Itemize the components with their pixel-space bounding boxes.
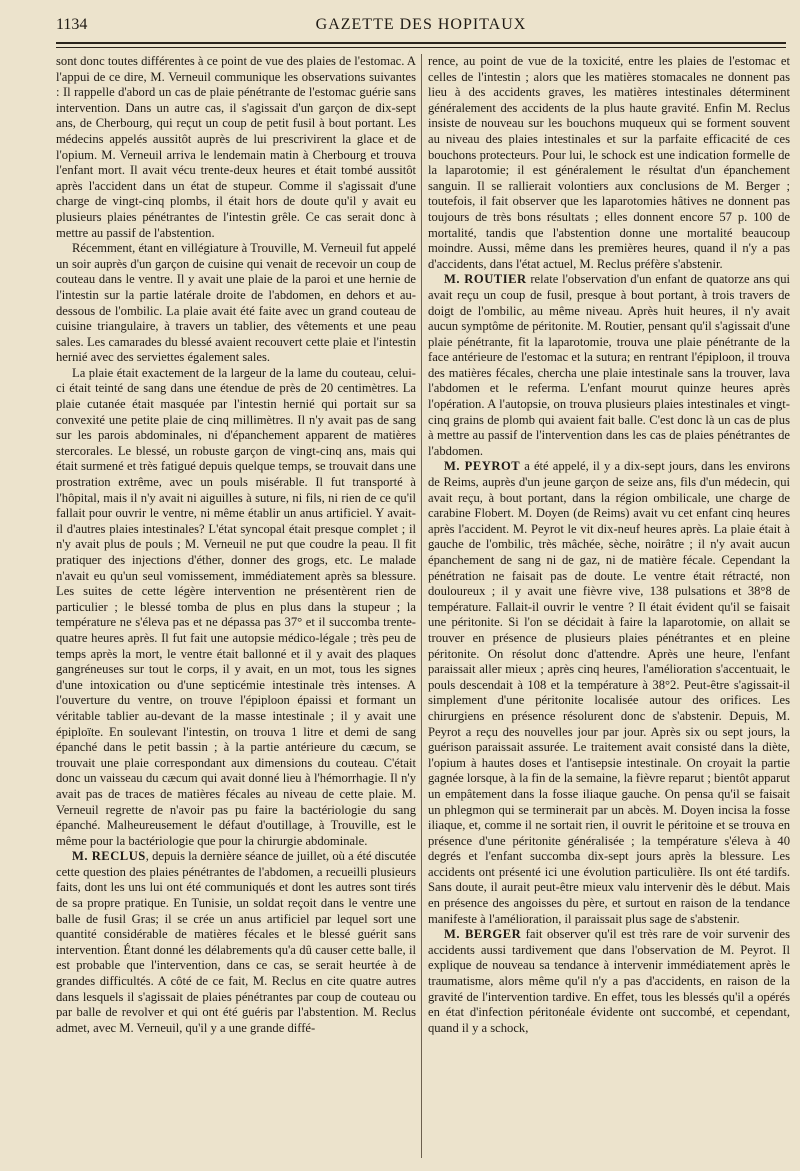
paragraph: sont donc toutes différentes à ce point de vue des plaies de l'estomac. A l'appui de ce dire, M. Verneuil communique les observations suivantes : Il rappelle d'abord un cas de plaie pénétrante de l'estomac guérie sans intervention. Dans un autre cas, il s'agissait d'un garçon de dix-sept ans, de Cherbourg, qui reçut un coup de petit fusil à bout portant. Les médecins appelés aussitôt auprès de lui prescrivirent la glace et de l'opium. M. Verneuil arriva le lendemain matin à Cherbourg et trouva l'enfant mort. Il avait vécu trente-deux heures et était tombé aussitôt après l'accident dans un état de stupeur. Comme il s'agissait d'une charge de vingt-cinq plombs, il était hors de doute qu'il y avait eu plusieurs plaies pénétrantes de l'intestin grêle. Ce cas serait donc à mettre au passif de l'abstention. <box>56 54 416 240</box>
author-name: M. RECLUS <box>72 849 146 864</box>
paragraph-text: relate l'observation d'un enfant de quatorze ans qui avait reçu un coup de fusil, presque à bout portant, à trois travers de doigt de l'ombilic, au même niveau. Après huit heures, il n'y avait aucun symptôme de péritonite. M. Routier, pensant qu'il s'agissait d'une plaie pénétrante, fit la laparotomie, trouva une plaie pénétrante de la face antérieure de l'estomac et la sutura; en rentrant l'épiploon, il trouva des matières fécales, chercha une plaie intestinale sans la trouver, lava l'abdomen et le referma. L'enfant mourut quinze heures après l'opération. A l'autopsie, on trouva plusieurs plaies intestinales et vingt-cinq grains de plomb qui avaient fait balle. C'est donc là un cas de plus à mettre au passif de l'intervention dans les cas de plaies pénétrantes de l'abdomen. <box>428 272 790 458</box>
left-column <box>56 54 416 1164</box>
page-header <box>56 14 786 38</box>
author-name: M. PEYROT <box>444 459 521 474</box>
paragraph-text: fait observer qu'il est très rare de voir survenir des accidents aussi tardivement que dans l'observation de M. Peyrot. Il explique de nouveau sa tendance à intervenir immédiatement après le traumatisme, alors même qu'il n'y a pas d'accidents, en raison de la gravité de l'intervention tardive. En effet, tous les blessés qu'il a opérés en état d'infection péritonéale évidente ont succombé, et cependant, quand il y a schock, <box>428 927 790 1035</box>
right-column <box>428 54 790 1164</box>
paragraph <box>56 849 416 1036</box>
paragraph <box>428 459 790 927</box>
author-name: M. ROUTIER <box>444 272 527 287</box>
author-name: M. BERGER <box>444 927 522 942</box>
paragraph: Récemment, étant en villégiature à Trouville, M. Verneuil fut appelé un soir auprès d'un garçon de cuisine qui venait de recevoir un coup de couteau dans le ventre. Il y avait une plaie de la paroi et une hernie de l'intestin sur la partie latérale droite de l'abdomen, en dehors et au-dessous de l'ombilic. La plaie avait été faite avec un grand couteau de cuisine triangulaire, à travers un tablier, des vêtements et une peau sales. Les camarades du blessé avaient recouvert cette plaie et l'intestin hernié avec des serviettes également sales. <box>56 241 416 365</box>
paragraph <box>428 927 790 1036</box>
paragraph: rence, au point de vue de la toxicité, entre les plaies de l'estomac et celles de l'intestin ; alors que les matières stomacales ne donnent pas lieu à des accidents graves, les matières intestinales déterminent généralement des accidents de la plus haute gravité. Enfin M. Reclus insiste de nouveau sur les bouchons muqueux qui se forment souvent au niveau des plaies intestinales et sur la parfaite efficacité de ces bouchons protecteurs. Pour lui, le schock est une indication formelle de la laparotomie; il est généralement le résultat d'un épanchement sanguin. Il se rallierait volontiers aux conclusions de M. Berger ; toutefois, il fait observer que les laparotomies hâtives ne donnent pas toujours de très bons résultats ; elles donnent encore 57 p. 100 de mortalité, tandis que l'abstention donne une mortalité beaucoup moindre. Aussi, même dans les premières heures, quand il n'y a pas d'accidents, dans l'état actuel, M. Reclus préfère s'abstenir. <box>428 54 790 271</box>
paragraph: La plaie était exactement de la largeur de la lame du couteau, celui-ci était teinté de sang dans une étendue de près de 20 centimètres. La plaie cutanée était masquée par l'intestin hernié qui portait sur sa convexité une petite plaie de cinq millimètres. Il n'y avait pas de sang sur les parois abdominales, ni d'épanchement apparent de matières stercorales. Le blessé, un robuste garçon de vingt-cinq ans, mais qui était surmené et très fatigué depuis quelque temps, se trouvait dans une prostration extrême, avec un pouls misérable. Il fut transporté à l'hôpital, mais il n'y avait ni aiguilles à suture, ni fils, ni rien de ce qu'il fallait pour ouvrir le ventre, ni même établir un anus artificiel. Y avait-il d'autres plaies intestinales? L'état syncopal était presque complet ; il n'y avait plus de pouls ; M. Verneuil ne put que coudre la peau. Il fit pratiquer des injections d'éther, donner des grogs, etc. Le malade n'avait eu qu'un seul vomissement, immédiatement après sa blessure. Les suites de cette légère intervention ne présentèrent rien de particulier ; le blessé tomba de plus en plus dans la stupeur ; la température ne s'éleva pas et ne dépassa pas 37° et il succomba trente-quatre heures après. Il fut fait une autopsie médico-légale ; très peu de temps après la mort, le ventre était ballonné et il y avait des plaques gangréneuses sur tout le corps, il y avait, en un mot, tous les signes d'une intoxication ou d'une septicémie intestinale très intenses. A l'ouverture du ventre, on trouve l'épiploon épaissi et formant un véritable tablier au-devant de la masse intestinale ; il y avait une épiploïte. En soulevant l'intestin, on trouva 1 litre et demi de sang épanché dans le petit bassin ; à la partie antérieure du cæcum, se trouvait une plaie correspondant aux dimensions du couteau. C'était donc un vaisseau du cæcum qui avait donné lieu à l'hémorrhagie. Il n'y avait pas de traces de matières fécales au niveau de cette plaie. M. Verneuil regrette de n'avoir pas pu faire la bactériologie du sang épanché. Malheureusement le défaut d'outillage, à Trouville, est le même pour la bactériologie que pour la chirurgie abdominale. <box>56 365 416 848</box>
paragraph-text: , depuis la dernière séance de juillet, où a été discutée cette question des plaies pénétrantes de l'abdomen, a recueilli plusieurs faits, dont les uns lui ont été communiqués et dont les autres sont tirés de sa propre pratique. En Tunisie, un soldat reçoit dans le ventre une balle de fusil Gras; il se crée un anus artificiel par lequel sort une quantité considérable de matières fécales et le blessé guérit sans intervention. Étant donné les délabrements qu'a dû causer cette balle, il est probable que l'intervention, dans ce cas, se serait heurtée à de grandes difficultés. A côté de ce fait, M. Reclus en cite quatre autres dans lesquels il s'agissait de plaies pénétrantes par coup de couteau ou par balle de revolver et qui ont été guéris par l'abstention. M. Reclus admet, avec M. Verneuil, qu'il y a une grande diffé- <box>56 849 416 1035</box>
paragraph <box>428 272 790 459</box>
page-number: 1134 <box>56 16 88 33</box>
header-rule-thin <box>56 47 786 48</box>
paragraph-text: a été appelé, il y a dix-sept jours, dans les environs de Reims, auprès d'un jeune garçon de seize ans, fils d'un médecin, qui avait reçu, à bout portant, dans la région ombilicale, une charge de carabine Flobert. M. Doyen (de Reims) avait vu cet enfant cinq heures après l'accident. M. Peyrot le vit dix-neuf heures après. La plaie était à gauche de l'ombilic, très mâchée, sèche, noirâtre ; il n'y avait aucun épanchement de sang ni de gaz, ni de matière fécale. Cependant la pénétration ne faisait pas de doute. Le ventre était rétracté, non douloureux ; il y avait une fièvre vive, 138 pulsations et 38°8 de température. Fallait-il ouvrir le ventre ? Il était évident qu'il se faisait une péritonite. Si l'on se décidait à faire la laparotomie, on allait se trouver en présence de plusieurs plaies pénétrantes et en pleine péritonite. On résolut donc d'attendre. Après une heure, l'enfant paraissait aller mieux ; après cinq heures, l'amélioration s'accentuait, le pouls descendait à 108 et la température à 38°2. Peut-être s'agissait-il simplement d'une péritonite localisée autour des orifices. Les chirurgiens en présence résolurent donc de s'abstenir. Depuis, M. Peyrot a reçu des nouvelles jour par jour. Après six ou sept jours, la guérison paraissait assurée. Le traitement avait consisté dans la diète, l'opium à hautes doses et l'antisepsie intestinale. On croyait la partie gagnée lorsque, à la fin de la semaine, la fièvre reparut ; bientôt apparut un empâtement dans la fosse iliaque gauche. On pensa qu'il se faisait un phlegmon qui se terminerait par un abcès. M. Doyen incisa la fosse iliaque, et, comme il ne sortait rien, il ouvrit le péritoine et se trouva en présence d'une péritonite généralisée ; la température s'éleva à 40 degrés et l'enfant succomba dix-sept jours après la blessure. Les accidents ont présenté ici une évolution particulière. Ils ont été tardifs. Sans doute, il aurait peut-être mieux valu intervenir dès le début. Mais en présence des angoisses du père, et surtout en raison de la tendance manifeste à l'amélioration, il paraissait plus sage de s'abstenir. <box>428 459 790 926</box>
header-rule-thick <box>56 42 786 44</box>
column-divider <box>421 54 422 1158</box>
journal-title: GAZETTE DES HOPITAUX <box>315 16 527 33</box>
